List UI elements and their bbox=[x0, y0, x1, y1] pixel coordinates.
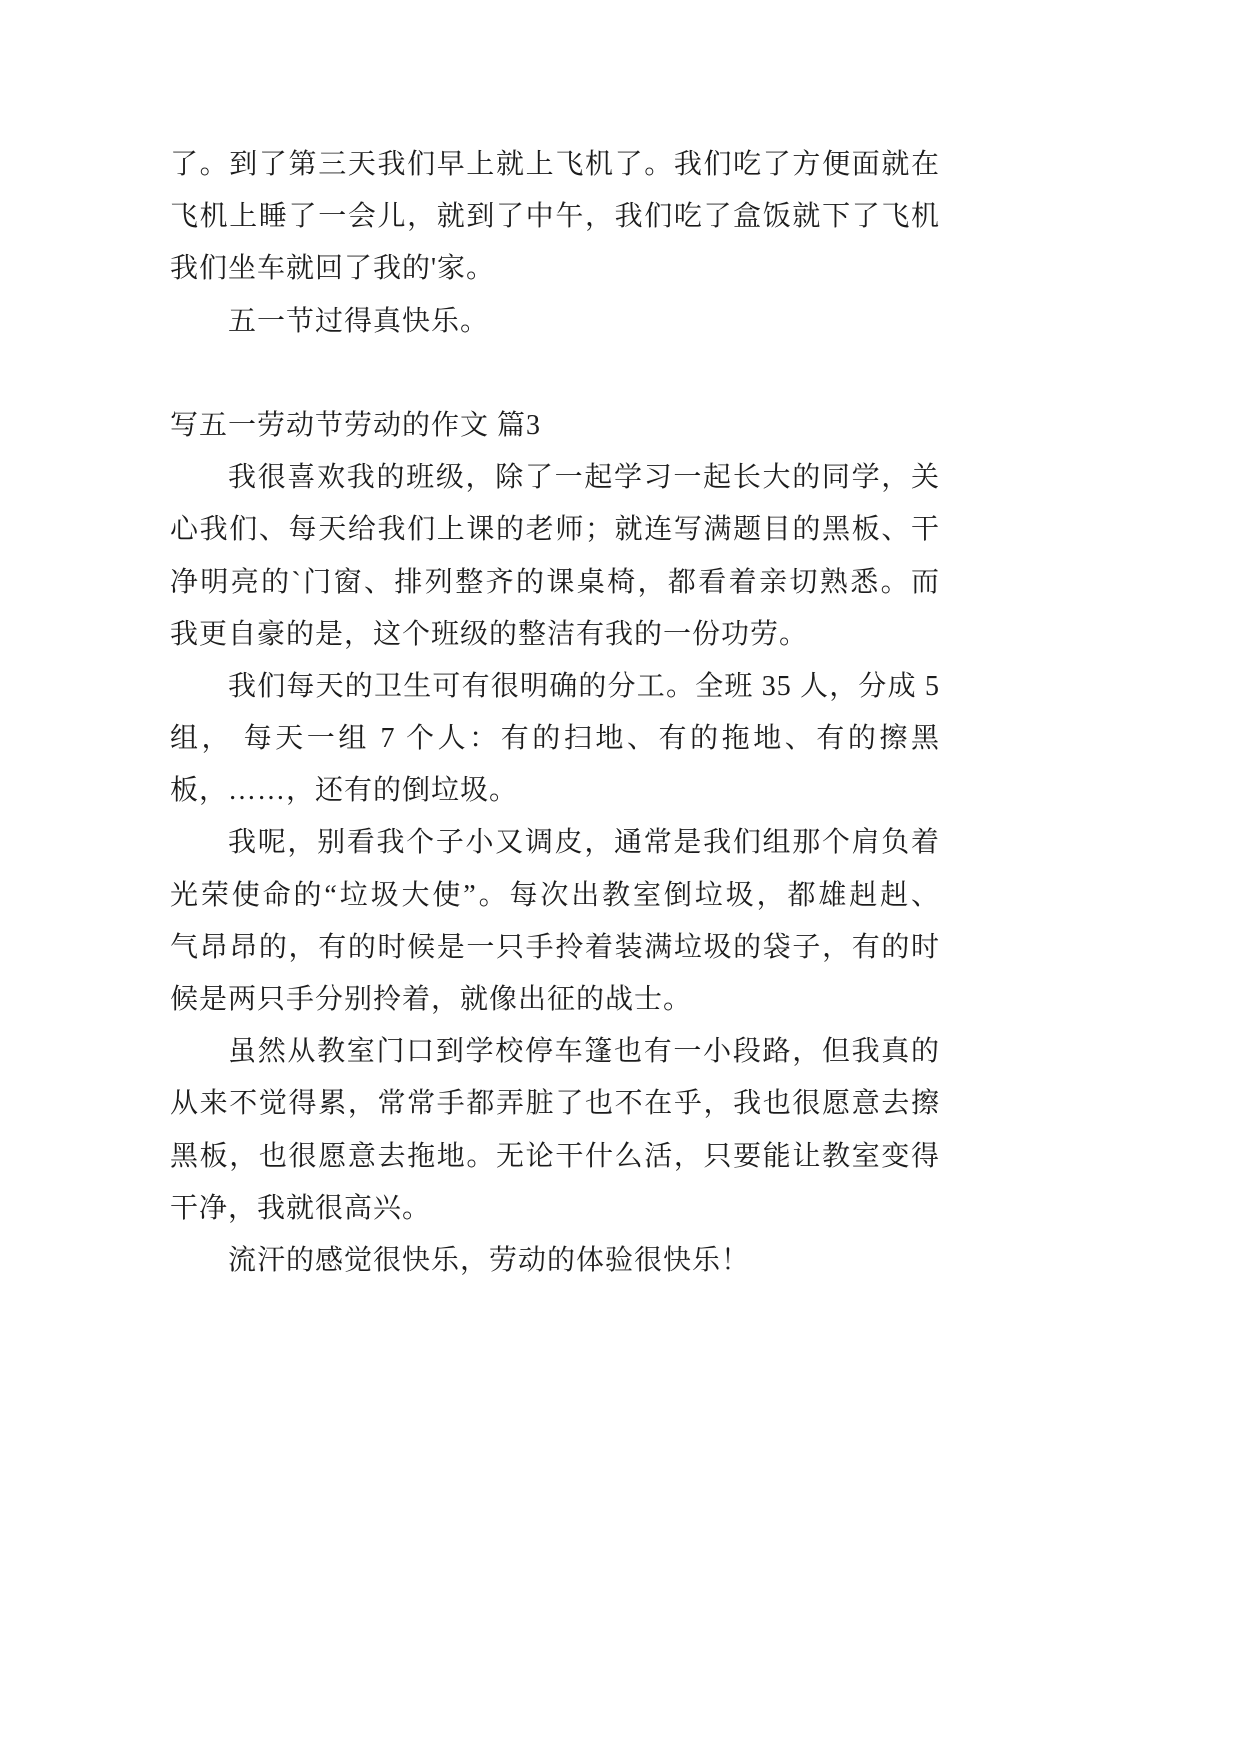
paragraph-line: 净明亮的`门窗、排列整齐的课桌椅，都看着亲切熟悉。而 bbox=[170, 566, 940, 598]
continuation-paragraph bbox=[170, 139, 940, 296]
section-heading: 写五一劳动节劳动的作文 篇3 bbox=[170, 409, 542, 441]
paragraph-line: 我们每天的卫生可有很明确的分工。全班 35 人，分成 5 bbox=[228, 670, 940, 702]
paragraph-line: 我更自豪的是，这个班级的整洁有我的一份功劳。 bbox=[170, 618, 809, 650]
paragraph-line: 干净，我就很高兴。 bbox=[170, 1192, 432, 1224]
paragraph-1 bbox=[170, 452, 940, 661]
paragraph-line: 我很喜欢我的班级，除了一起学习一起长大的同学，关 bbox=[228, 462, 940, 494]
paragraph-line: 五一节过得真快乐。 bbox=[228, 305, 490, 337]
document-body bbox=[170, 139, 940, 1287]
paragraph-3 bbox=[170, 817, 940, 1026]
paragraph-line: 从来不觉得累，常常手都弄脏了也不在乎，我也很愿意去擦 bbox=[170, 1088, 940, 1120]
paragraph-line: 我们坐车就回了我的'家。 bbox=[170, 253, 496, 285]
paragraph-line: 虽然从教室门口到学校停车篷也有一小段路，但我真的 bbox=[228, 1036, 940, 1068]
paragraph-line: 流汗的感觉很快乐，劳动的体验很快乐！ bbox=[228, 1244, 751, 1276]
paragraph-line: 我呢，别看我个子小又调皮，通常是我们组那个肩负着 bbox=[228, 827, 940, 859]
paragraph-5 bbox=[170, 1235, 940, 1287]
blank-line bbox=[170, 348, 940, 400]
paragraph-line: 气昂昂的，有的时候是一只手拎着装满垃圾的袋子，有的时 bbox=[170, 931, 940, 963]
paragraph-line: 黑板，也很愿意去拖地。无论干什么活，只要能让教室变得 bbox=[170, 1140, 940, 1172]
closing-paragraph bbox=[170, 296, 940, 348]
paragraph-line: 候是两只手分别拎着，就像出征的战士。 bbox=[170, 984, 693, 1015]
paragraph-line: 了。到了第三天我们早上就上飞机了。我们吃了方便面就在 bbox=[170, 149, 940, 180]
paragraph-line: 飞机上睡了一会儿，就到了中午，我们吃了盒饭就下了飞机 bbox=[170, 201, 940, 233]
paragraph-2 bbox=[170, 661, 940, 818]
paragraph-line: 光荣使命的“垃圾大使”。每次出教室倒垃圾，都雄赳赳、 bbox=[170, 879, 940, 911]
paragraph-line: 组， 每天一组 7 个人：有的扫地、有的拖地、有的擦黑 bbox=[170, 723, 940, 755]
paragraph-line: 心我们、每天给我们上课的老师；就连写满题目的黑板、干 bbox=[170, 514, 940, 546]
paragraph-4 bbox=[170, 1026, 940, 1235]
paragraph-line: 板，……，还有的倒垃圾。 bbox=[170, 775, 519, 807]
